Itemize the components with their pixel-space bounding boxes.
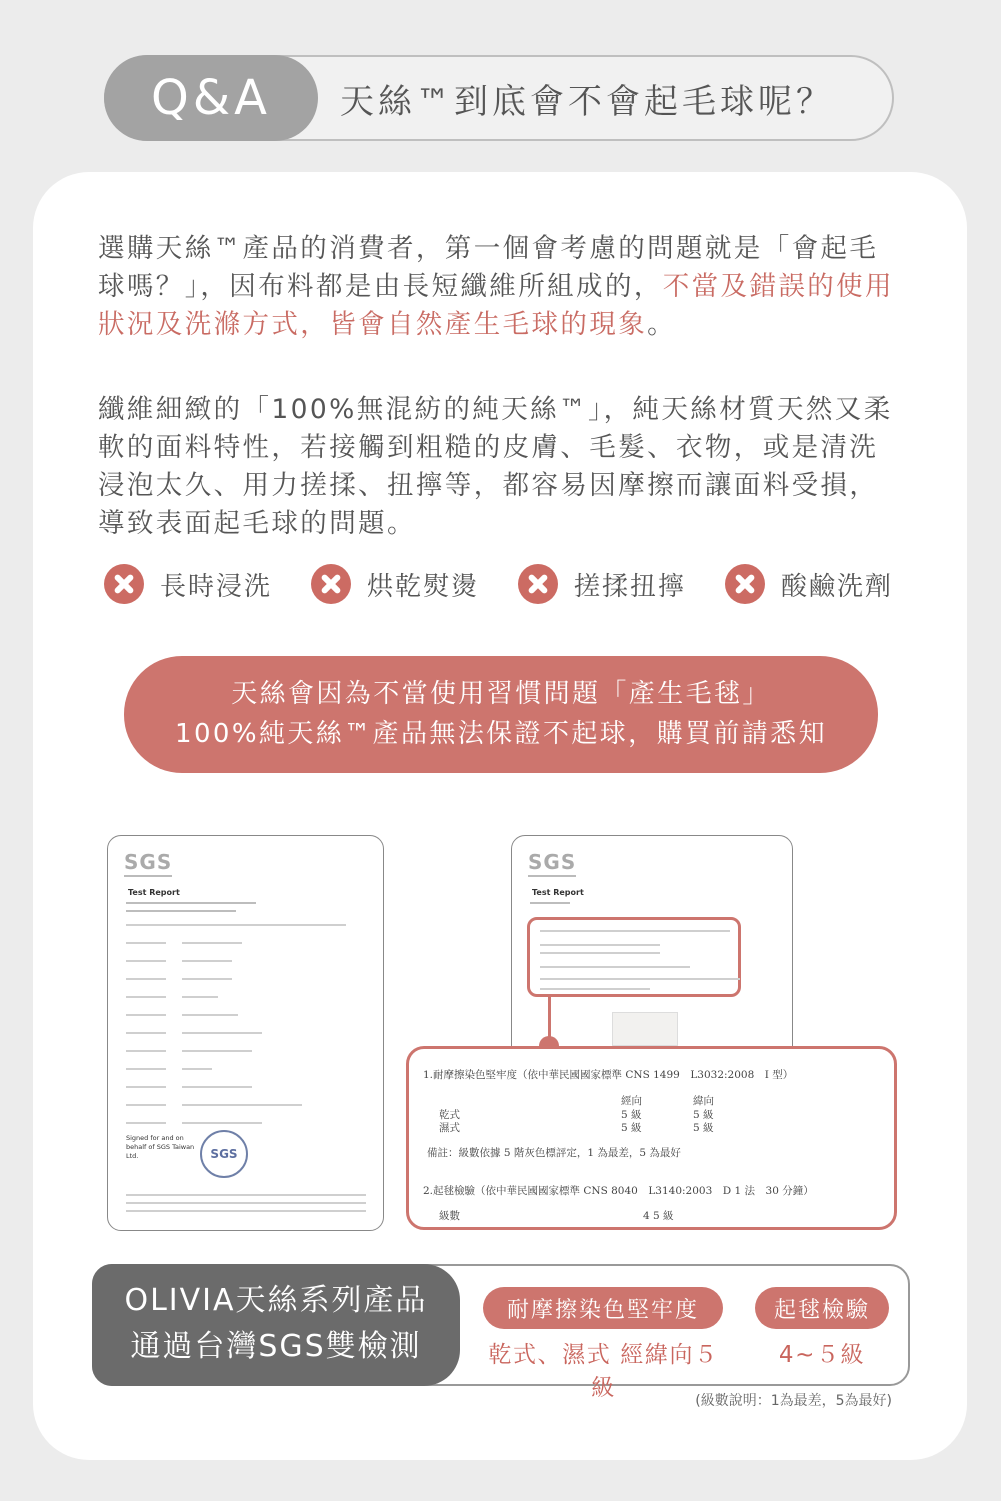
fabric-photo bbox=[612, 1012, 678, 1046]
result-summary bbox=[92, 1264, 460, 1386]
col-warp: 經向 bbox=[621, 1095, 642, 1107]
result-line-1: OLIVIA天絲系列產品 bbox=[124, 1283, 428, 1318]
rubbing-fastness-value: 乾式、濕式 經緯向５級 bbox=[488, 1342, 719, 1401]
qa-label: Q&A bbox=[104, 55, 318, 141]
sgs-report-page-1 bbox=[107, 835, 384, 1231]
tag-rubbing-wringing bbox=[518, 562, 686, 606]
result-line-2: 通過台灣SGS雙檢測 bbox=[130, 1329, 422, 1364]
wet-warp: 5 級 bbox=[621, 1122, 642, 1134]
grade-label: 級數 bbox=[439, 1210, 460, 1222]
intro-paragraph-1 bbox=[98, 230, 904, 344]
grade-note: 備註：級數依據 5 階灰色標評定，1 為最差，5 為最好 bbox=[427, 1147, 681, 1159]
warning-line-2: 100%純天絲™產品無法保證不起球，購買前請悉知 bbox=[175, 719, 827, 749]
intro-highlight: 不當及錯誤的使用狀況及洗滌方式，皆會自然產生毛球的現象 bbox=[98, 271, 894, 340]
report-title: Test Report bbox=[532, 888, 584, 897]
tag-label: 酸鹼洗劑 bbox=[781, 571, 894, 602]
avoid-tags bbox=[104, 562, 904, 606]
warning-line-1: 天絲會因為不當使用習慣問題「產生毛毬」 bbox=[231, 679, 771, 709]
intro-text-a: 選購天絲™產品的消費者，第一個會考慮的問題就是「會起毛球嗎？」，因布料都是由長短纖維所組成的， bbox=[98, 233, 879, 302]
tag-soaking bbox=[104, 562, 272, 606]
intro-text-c: 。 bbox=[647, 309, 677, 340]
pilling-test-value: 4~５級 bbox=[778, 1342, 866, 1368]
tag-drying-ironing bbox=[311, 562, 479, 606]
x-circle-icon bbox=[104, 564, 144, 604]
x-circle-icon bbox=[518, 564, 558, 604]
pilling-test-pill: 起毬檢驗 bbox=[755, 1287, 889, 1329]
x-circle-icon bbox=[725, 564, 765, 604]
dry-warp: 5 級 bbox=[621, 1109, 642, 1121]
tag-acid-alkali-detergent bbox=[725, 562, 893, 606]
col-weft: 緯向 bbox=[693, 1095, 714, 1107]
test-detail-box bbox=[406, 1046, 897, 1230]
grade-explanation: (級數說明：1為最差，5為最好) bbox=[695, 1393, 892, 1409]
highlight-box-small bbox=[527, 917, 741, 997]
sgs-stamp: SGS bbox=[200, 1130, 248, 1178]
tag-label: 烘乾熨燙 bbox=[367, 571, 480, 602]
question-title: 天絲™到底會不會起毛球呢？ bbox=[340, 81, 834, 122]
test-row-2: 2.起毬檢驗（依中華民國國家標準 CNS 8040 L3140:2003 D 1 法 30 分鐘） bbox=[423, 1185, 814, 1197]
grade-value: 4 5 級 bbox=[643, 1210, 674, 1222]
tag-label: 長時浸洗 bbox=[160, 571, 273, 602]
rubbing-fastness-pill: 耐摩擦染色堅牢度 bbox=[483, 1287, 723, 1329]
intro-paragraph-2: 纖維細緻的「100%無混紡的純天絲™」，純天絲材質天然又柔軟的面料特性，若接觸到粗糙的皮膚、毛髮、衣物，或是清洗浸泡太久、用力搓揉、扭擰等，都容易因摩擦而讓面料受損，導致表面起毛球的問題。 bbox=[98, 394, 893, 539]
dry-weft: 5 級 bbox=[693, 1109, 714, 1121]
sgs-logo: SGS bbox=[528, 850, 577, 874]
wet-label: 濕式 bbox=[439, 1122, 460, 1134]
wet-weft: 5 級 bbox=[693, 1122, 714, 1134]
signer-text: Signed for and on behalf of SGS Taiwan Ltd. bbox=[126, 1134, 195, 1160]
warning-banner bbox=[124, 656, 878, 773]
tag-label: 搓揉扭擰 bbox=[574, 571, 687, 602]
dry-label: 乾式 bbox=[439, 1109, 460, 1121]
test-row-1: 1.耐摩擦染色堅牢度（依中華民國國家標準 CNS 1499 L3032:2008 Ⅰ 型） bbox=[423, 1069, 794, 1081]
sgs-logo: SGS bbox=[124, 850, 173, 874]
x-circle-icon bbox=[311, 564, 351, 604]
report-title: Test Report bbox=[128, 888, 180, 897]
